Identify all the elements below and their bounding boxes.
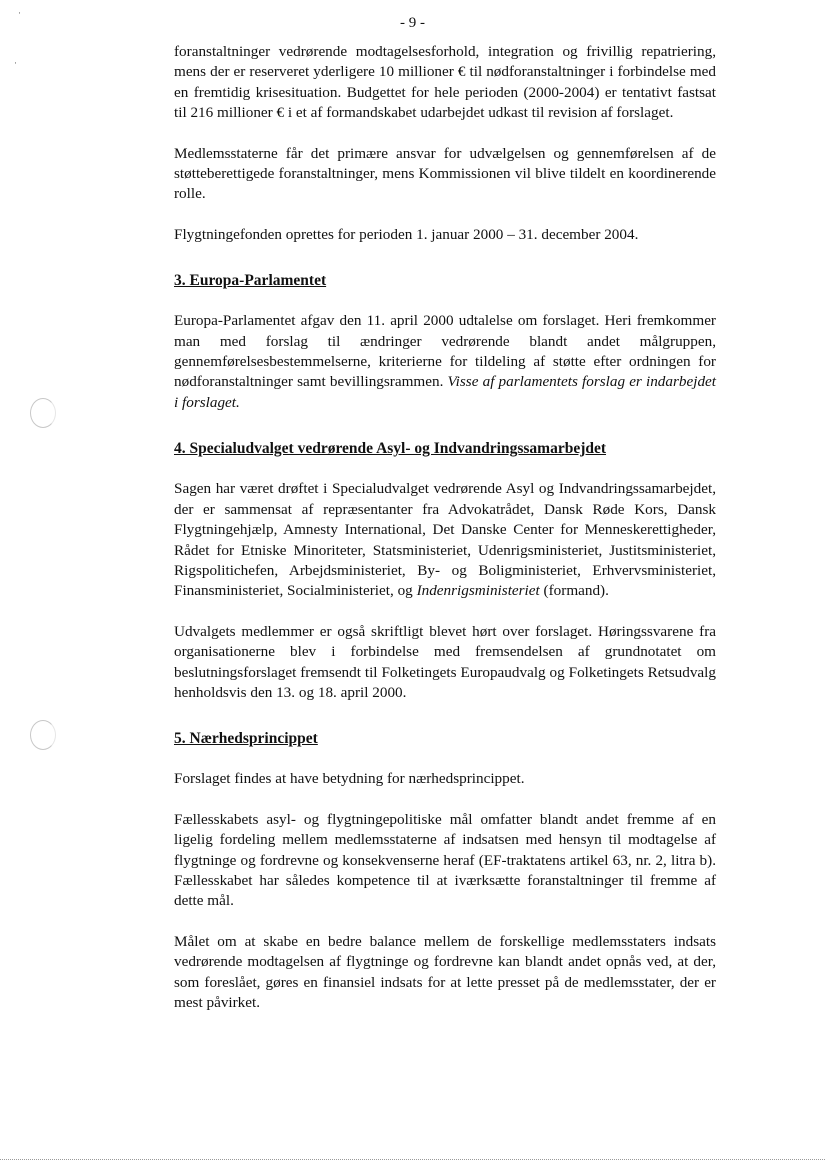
- paragraph-text: Sagen har været drøftet i Specialudvalget vedrørende Asyl og Indvandringssamarbejdet, der er sammensat af repræsentanter fra Advokatrådet, Dansk Røde Kors, Dansk Flygtningehjælp, Amnesty International, Det Danske Center for Menneskerettigheder, Rådet for Etniske Minoriteter, Statsministeriet, Udenrigsministeriet, Justitsministeriet, Rigspolitichefen, Arbejdsministeriet, By- og Boligministeriet, Erhvervsministeriet, Finansministeriet, Socialministeriet, og: [174, 480, 716, 600]
- paragraph: Flygtningefonden oprettes for perioden 1. januar 2000 – 31. december 2004.: [174, 225, 639, 243]
- section-heading-europa-parlamentet: 3. Europa-Parlamentet: [174, 272, 327, 290]
- scan-speck: ·: [18, 8, 21, 18]
- paragraph-tail: (formand).: [539, 582, 609, 600]
- scan-edge-line: [0, 1159, 825, 1160]
- paragraph: Medlemsstaterne får det primære ansvar for udvælgelsen og gennemførelsen af de støtteberettigede foranstaltninger, mens Kommissionen vil blive tildelt en koordinerende rolle.: [174, 144, 716, 203]
- italic-ministry: Indenrigsministeriet: [416, 582, 540, 600]
- page-number: - 9 -: [400, 15, 425, 31]
- paragraph: Fællesskabets asyl- og flygtningepolitiske mål omfatter blandt andet fremme af en ligelig fordeling mellem medlemsstaterne af indsatsen med hensyn til modtagelse af flygtninge og fordrevne og konsekvenserne heraf (EF-traktatens artikel 63, nr. 2, litra b). Fællesskabet har således kompetence til at iværksætte foranstaltninger til fremme af dette mål.: [174, 810, 716, 910]
- paragraph: Forslaget findes at have betydning for nærhedsprincippet.: [174, 770, 525, 788]
- scan-speck: ·: [14, 58, 17, 68]
- section-heading-naerhedsprincippet: 5. Nærhedsprincippet: [174, 730, 318, 748]
- paragraph: Målet om at skabe en bedre balance mellem de forskellige medlemsstaters indsats vedrørende modtagelsen af flygtninge og fordrevne kan blandt andet opnås ved, at der, som foreslået, gøres en finansiel indsats for at lette presset på de medlemsstater, der er mest påvirket.: [174, 932, 716, 1011]
- punch-hole: [30, 398, 56, 428]
- paragraph: Udvalgets medlemmer er også skriftligt blevet hørt over forslaget. Høringssvarene fra organisationerne blev i forbindelse med fremsendelsen af grundnotatet om beslutningsforslaget fremsendt til Folketingets Europaudvalg og Folketingets Retsudvalg henholdsvis den 13. og 18. april 2000.: [174, 622, 716, 701]
- paragraph: [174, 311, 716, 413]
- punch-hole: [30, 720, 56, 750]
- paragraph-text: Europa-Parlamentet afgav den 11. april 2000 udtalelse om forslaget. Heri fremkommer man med forslag til ændringer vedrørende blandt andet målgruppen, gennemførelsesbestemmelserne, kriterierne for tildeling af støtte efter ordningen for nødforanstaltninger samt bevillingsrammen.: [174, 312, 716, 391]
- document-body: [174, 42, 716, 1013]
- paragraph: foranstaltninger vedrørende modtagelsesforhold, integration og frivillig repatriering, mens der er reserveret yderligere 10 millioner € til nødforanstaltninger i forbindelse med en fremtidig krisesituation. Budgettet for hele perioden (2000-2004) er tentativt fastsat til 216 millioner € i et af formandskabet udarbejdet udkast til revision af forslaget.: [174, 43, 716, 122]
- italic-note: Visse af parlamentets forslag er indarbejdet i forslaget.: [174, 373, 717, 411]
- paragraph: [174, 479, 716, 601]
- section-heading-specialudvalget: 4. Specialudvalget vedrørende Asyl- og Indvandringssamarbejdet: [174, 440, 607, 458]
